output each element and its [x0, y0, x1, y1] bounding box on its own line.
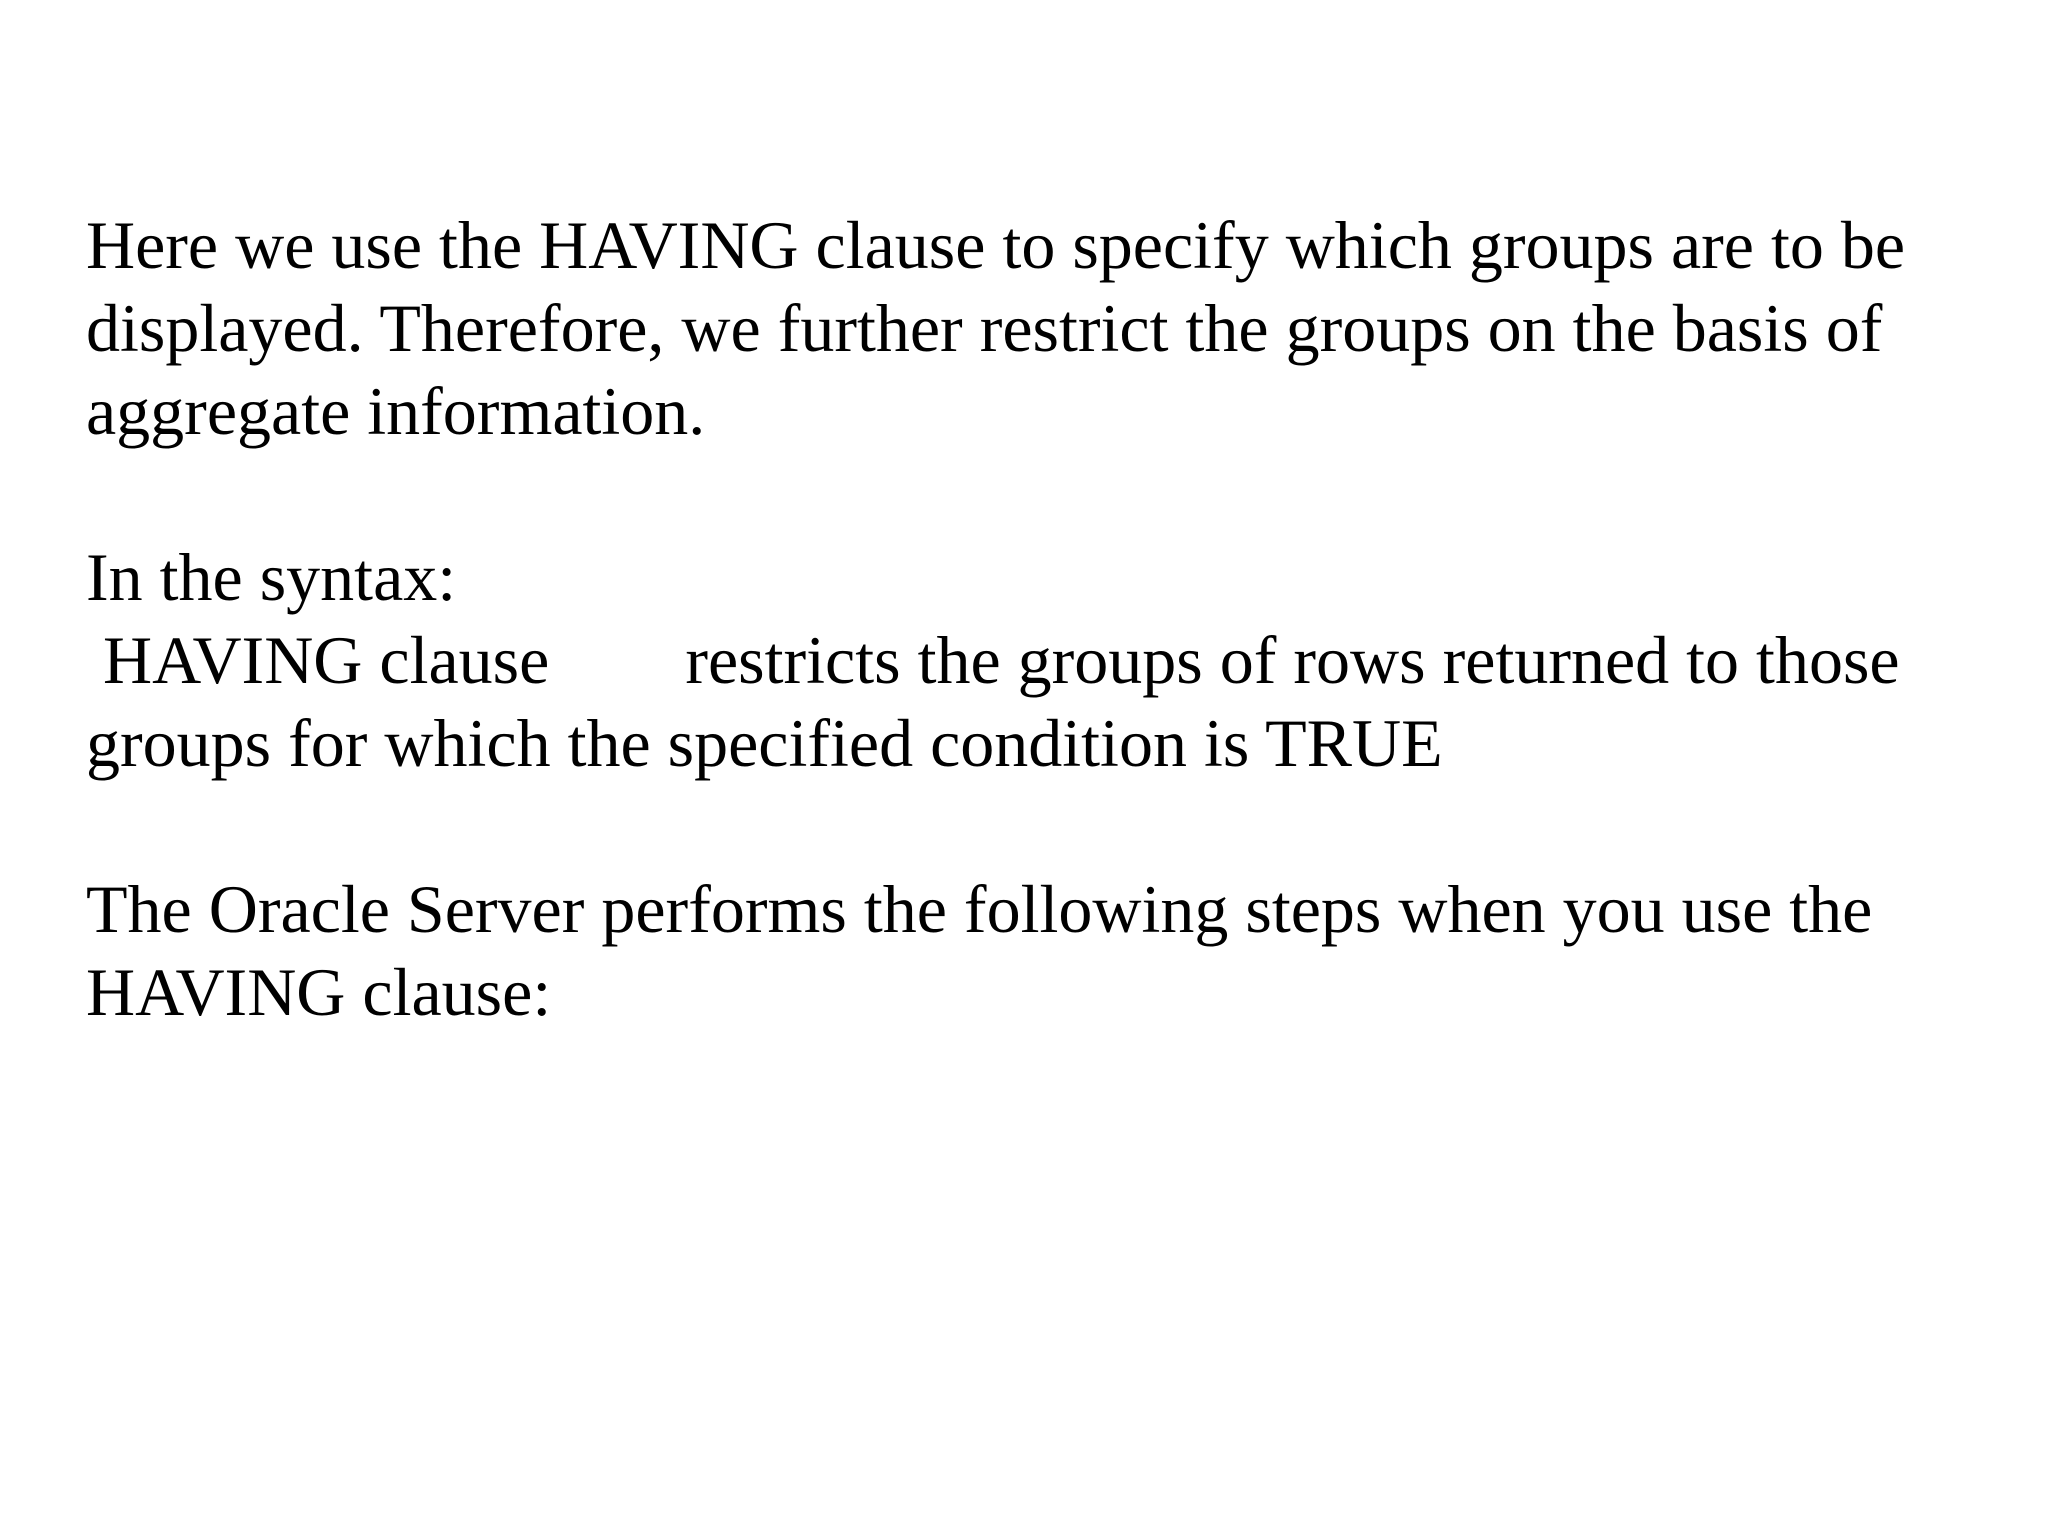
paragraph-oracle-steps	[86, 868, 1986, 1034]
text-line: The Oracle Server performs the following steps when you use the	[86, 871, 1873, 947]
paragraph-spacer	[86, 785, 1986, 868]
text-line: In the syntax:	[86, 539, 457, 615]
notes-text-block	[86, 204, 1986, 1034]
text-line: HAVING clause:	[86, 954, 552, 1030]
text-line: displayed. Therefore, we further restrict the groups on the basis of	[86, 290, 1883, 366]
paragraph-having-purpose	[86, 204, 1986, 453]
paragraph-syntax	[86, 536, 1986, 785]
text-line: Here we use the HAVING clause to specify which groups are to be	[86, 207, 1906, 283]
text-line: HAVING clause restricts the groups of rows returned to those	[86, 622, 1900, 698]
paragraph-spacer	[86, 453, 1986, 536]
text-line: groups for which the specified condition is TRUE	[86, 705, 1443, 781]
text-line: aggregate information.	[86, 373, 706, 449]
